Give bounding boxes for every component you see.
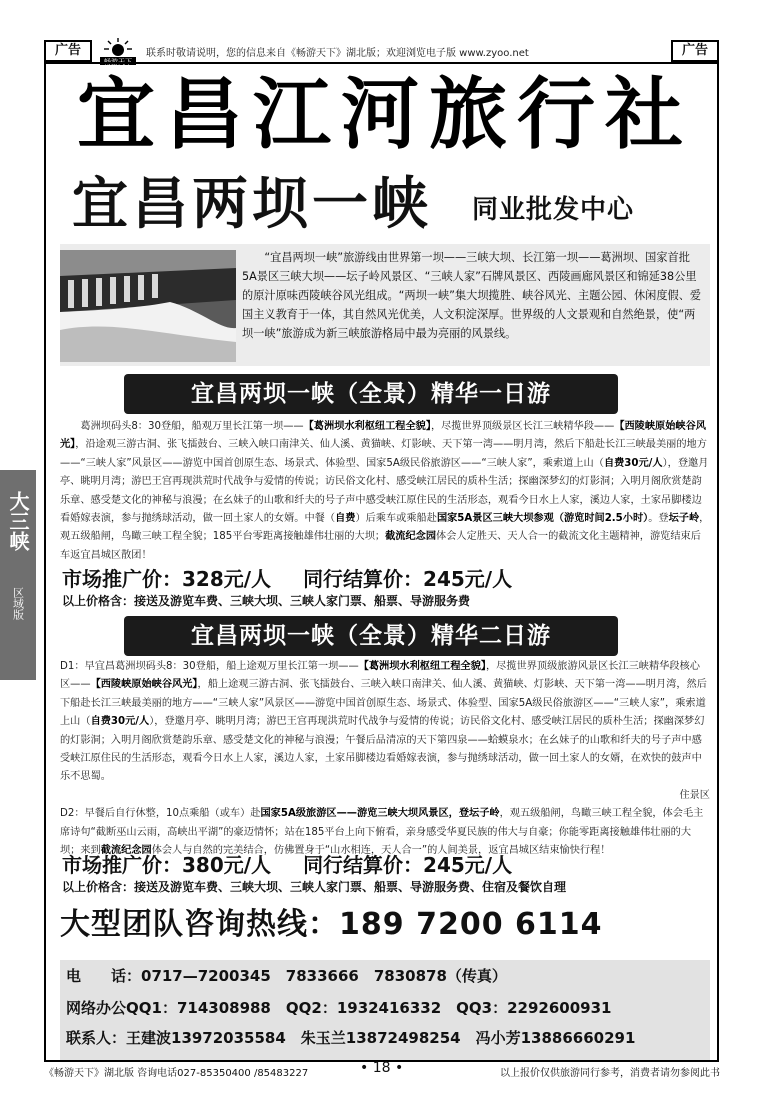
page-number: • 18 • bbox=[360, 1060, 404, 1076]
tour1-trade-price: 同行结算价：245元/人 bbox=[303, 567, 513, 591]
contact-qq: 网络办公QQ1：714308988 QQ2：1932416332 QQ3：2292600931 bbox=[66, 999, 612, 1017]
intro-text: “宜昌两坝一峡”旅游线由世界第一坝——三峡大坝、长江第一坝——葛洲坝、国家首批5A景区三峡大坝——坛子岭风景区、“三峡人家”石牌风景区、西陵画廊风景区和锦延38公里的原汁原味西陵峡谷风光组成。“两坝一峡”集大坝揽胜、峡谷风光、主题公园、休闲度假、爱国主义教育于一体，其自然风光优美，人文积淀深厚。世界级的人文景观和自然绝景，使“两坝一峡”旅游成为新三峡旅游格局中最为亮丽的风景线。 bbox=[242, 251, 702, 340]
tour2-day1: D1：早宜昌葛洲坝码头8：30登船，船上途观万里长江第一坝——【葛洲坝水利枢纽工程全貌】，尽揽世界顶级旅游风景区长江三峡精华段核心区——【西陵峡原始峡谷风光】，船上途观三游古洞、张飞擂鼓台、三峡入峡口南津关、仙人溪、黄猫峡、灯影峡、天下第一湾——明月湾，然后下船赴长江三峡最美丽的地方——“三峡人家”风景区——游览中国首创原生态、场景式、体验型、国家5A级民俗旅游区——“三峡人家”，乘索道上山（自费30元/人），登邀月亭、眺明月湾；游巴王宫再现洪荒时代战争与爱情的传说；访民俗文化村、感受峡江居民的质朴生活；探幽深梦幻的灯影洞；入明月阁欣赏楚韵乐章、感受楚文化的神秘与浪漫；午餐后品清凉的天下第四泉——蛤蟆泉水；在幺妹子的山歌和纤夫的号子声中感受峡江原住民的生活形态，观看今日水上人家，溪边人家，土家吊脚楼边看婚嫁表演，参与抛绣球活动，做一回土家人的女婿，在欢快的鼓声中乐不思蜀。 bbox=[60, 661, 707, 783]
footer-disclaimer: 以上报价仅供旅游同行参考，消费者请勿参阅此书 bbox=[500, 1068, 720, 1079]
tour2-trade-price: 同行结算价：245元/人 bbox=[303, 853, 513, 877]
tour2-day1-stay: 住景区 bbox=[679, 789, 710, 801]
dam-photo bbox=[60, 250, 236, 362]
tour2-itinerary bbox=[60, 658, 710, 860]
ad-label-left: 广告 bbox=[44, 40, 92, 62]
region-tab-title: 大三峡 bbox=[6, 491, 30, 551]
tour2-market-price: 市场推广价：380元/人 bbox=[62, 853, 272, 877]
tour2-prices bbox=[62, 852, 512, 878]
tour2-includes: 以上价格含：接送及游览车费、三峡大坝、三峡人家门票、船票、导游服务费、住宿及餐饮自理 bbox=[62, 880, 567, 894]
contact-phone: 电 话：0717—7200345 7833666 7830878（传真） bbox=[66, 967, 507, 985]
tour1-banner: 宜昌两坝一峡（全景）精华一日游 bbox=[124, 374, 618, 414]
contact-people: 联系人：王建波13972035584 朱玉兰13872498254 冯小芳13886660291 bbox=[66, 1029, 636, 1047]
region-side-tab bbox=[0, 470, 36, 680]
footer-contact: 《畅游天下》湖北版 咨询电话027-85350400 /85483227 bbox=[44, 1068, 309, 1079]
tour2-banner: 宜昌两坝一峡（全景）精华二日游 bbox=[124, 616, 618, 656]
svg-text:畅游天下: 畅游天下 bbox=[104, 58, 132, 66]
group-hotline: 大型团队咨询热线：189 7200 6114 bbox=[60, 907, 603, 942]
route-title-tag: 同业批发中心 bbox=[472, 195, 635, 225]
ad-label-right: 广告 bbox=[671, 40, 719, 62]
tour1-itinerary: 葛洲坝码头8：30登船，船观万里长江第一坝——【葛洲坝水利枢纽工程全貌】，尽揽世界顶级景区长江三峡精华段——【西陵峡原始峡谷风光】，沿途观三游古洞、张飞擂鼓台、三峡入峡口南津关、仙人溪、黄猫峡、灯影峡、天下第一湾——明月湾，然后下船赴长江三峡最美丽的地方——“三峡人家”风景区——游览中国首创原生态、场景式、体验型、国家5A级民俗旅游区——“三峡人家”，乘索道上山（自费30元/人），登邀月亭、眺明月湾；游巴王宫再现洪荒时代战争与爱情的传说；访民俗文化村、感受峡江居民的质朴生活；探幽深梦幻的灯影洞；入明月阁欣赏楚韵乐章、感受楚文化的神秘与浪漫；在幺妹子的山歌和纤夫的号子声中感受峡江原住民的生活形态，观看今日水上人家，溪边人家，土家吊脚楼边看婚嫁表演，参与抛绣球活动，做一回土家人的女婿。中餐（自费）后乘车或乘船赴国家5A景区三峡大坝参观（游览时间2.5小时）。登坛子岭，观五级船闸，鸟瞰三峡工程全貌；185平台零距离接触雄伟壮丽的大坝；截流纪念园体会人定胜天、天人合一的截流文化主题精神，游览结束后车返宜昌城区散团！ bbox=[60, 421, 710, 561]
region-tab-sub: 区域版 bbox=[11, 586, 25, 620]
tour1-market-price: 市场推广价：328元/人 bbox=[62, 567, 272, 591]
route-title: 宜昌两坝一峡 bbox=[72, 172, 432, 237]
tour2-day2: D2：早餐后自行休整，10点乘船（或车）赴国家5A级旅游区——游览三峡大坝风景区，登坛子岭，观五级船闸，鸟瞰三峡工程全貌，体会毛主席诗句“截断巫山云雨，高峡出平湖”的豪迈情怀；站在185平台上向下俯看，亲身感受华夏民族的伟大与自豪；你能零距离接触雄伟壮丽的大坝；来到截流纪念园体会人与自然的完美结合，仿佛置身于“山水相连，天人合一”的人间美景，返宜昌城区结束愉快行程！ bbox=[60, 808, 704, 857]
agency-title: 宜昌江河旅行社 bbox=[76, 70, 693, 160]
tour1-includes: 以上价格含：接送及游览车费、三峡大坝、三峡人家门票、船票、导游服务费 bbox=[62, 594, 471, 608]
dam-spillway-image bbox=[60, 250, 236, 362]
tour1-prices bbox=[62, 566, 512, 592]
header-note: 联系时敬请说明，您的信息来自《畅游天下》湖北版；欢迎浏览电子版 www.zyoo.net bbox=[146, 48, 529, 59]
